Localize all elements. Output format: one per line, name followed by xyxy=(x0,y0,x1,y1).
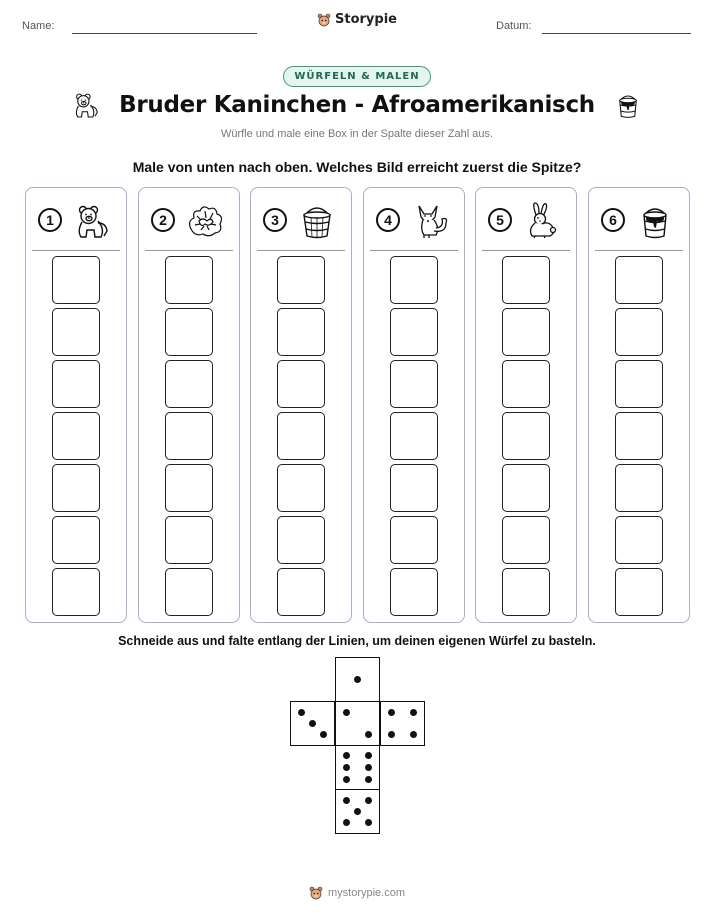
coloring-box[interactable] xyxy=(165,568,213,616)
coloring-box[interactable] xyxy=(615,568,663,616)
date-label: Datum: xyxy=(496,20,532,32)
page-title: Bruder Kaninchen - Afroamerikanisch xyxy=(119,92,595,118)
column-number: 4 xyxy=(376,208,400,232)
coloring-box[interactable] xyxy=(277,464,325,512)
coloring-box[interactable] xyxy=(615,256,663,304)
die-face-4[interactable] xyxy=(380,701,425,746)
coloring-box[interactable] xyxy=(390,256,438,304)
activity-badge: WÜRFELN & MALEN xyxy=(283,66,430,87)
bucket-icon xyxy=(297,201,337,241)
column-divider xyxy=(595,250,683,251)
tar-bucket-icon xyxy=(635,201,675,241)
column-number: 3 xyxy=(263,208,287,232)
mascot-icon xyxy=(317,13,331,27)
name-line[interactable] xyxy=(72,33,257,34)
coloring-box[interactable] xyxy=(165,516,213,564)
column-header xyxy=(589,188,689,250)
bear-icon xyxy=(71,90,101,120)
coloring-box[interactable] xyxy=(390,412,438,460)
footer xyxy=(0,886,714,900)
column-header xyxy=(251,188,351,250)
rabbit-icon xyxy=(522,201,562,241)
column-3 xyxy=(250,187,352,623)
column-number: 6 xyxy=(601,208,625,232)
coloring-box[interactable] xyxy=(52,516,100,564)
coloring-box[interactable] xyxy=(390,568,438,616)
coloring-box[interactable] xyxy=(165,256,213,304)
column-number: 1 xyxy=(38,208,62,232)
coloring-box[interactable] xyxy=(502,360,550,408)
column-6 xyxy=(588,187,690,623)
game-instruction: Male von unten nach oben. Welches Bild erreicht zuerst die Spitze? xyxy=(132,159,582,175)
die-face-3[interactable] xyxy=(290,701,335,746)
die-face-2[interactable] xyxy=(335,701,380,746)
coloring-box[interactable] xyxy=(502,516,550,564)
coloring-box[interactable] xyxy=(390,360,438,408)
coloring-box[interactable] xyxy=(390,464,438,512)
column-divider xyxy=(32,250,120,251)
column-divider xyxy=(257,250,345,251)
coloring-box[interactable] xyxy=(52,256,100,304)
column-1 xyxy=(25,187,127,623)
coloring-box[interactable] xyxy=(277,516,325,564)
page-subtitle: Würfle und male eine Box in der Spalte dieser Zahl aus. xyxy=(220,128,494,140)
coloring-box[interactable] xyxy=(52,360,100,408)
column-4 xyxy=(363,187,465,623)
tar-bucket-icon xyxy=(613,90,643,120)
column-divider xyxy=(370,250,458,251)
name-label: Name: xyxy=(22,20,55,32)
column-header xyxy=(476,188,576,250)
coloring-box[interactable] xyxy=(390,308,438,356)
die-face-6[interactable] xyxy=(335,745,380,790)
coloring-box[interactable] xyxy=(277,412,325,460)
coloring-box[interactable] xyxy=(52,308,100,356)
column-number: 5 xyxy=(488,208,512,232)
coloring-box[interactable] xyxy=(390,516,438,564)
date-line[interactable] xyxy=(542,33,691,34)
coloring-box[interactable] xyxy=(52,464,100,512)
coloring-box[interactable] xyxy=(502,412,550,460)
column-divider xyxy=(482,250,570,251)
mascot-icon xyxy=(309,886,323,900)
coloring-box[interactable] xyxy=(277,308,325,356)
coloring-box[interactable] xyxy=(615,360,663,408)
coloring-box[interactable] xyxy=(615,516,663,564)
coloring-box[interactable] xyxy=(277,568,325,616)
die-face-1[interactable] xyxy=(335,657,380,702)
coloring-box[interactable] xyxy=(165,464,213,512)
coloring-box[interactable] xyxy=(502,308,550,356)
bush-icon xyxy=(185,201,225,241)
coloring-box[interactable] xyxy=(277,256,325,304)
coloring-box[interactable] xyxy=(502,568,550,616)
column-header xyxy=(139,188,239,250)
coloring-box[interactable] xyxy=(165,308,213,356)
bear-icon xyxy=(72,201,112,241)
cut-instruction: Schneide aus und falte entlang der Linien, um deinen eigenen Würfel zu basteln. xyxy=(118,634,596,648)
coloring-box[interactable] xyxy=(52,412,100,460)
column-2 xyxy=(138,187,240,623)
column-5 xyxy=(475,187,577,623)
coloring-box[interactable] xyxy=(277,360,325,408)
footer-url: mystorypie.com xyxy=(327,887,406,899)
brand-name: Storypie xyxy=(335,12,397,27)
coloring-box[interactable] xyxy=(52,568,100,616)
coloring-box[interactable] xyxy=(502,256,550,304)
coloring-box[interactable] xyxy=(165,412,213,460)
coloring-box[interactable] xyxy=(615,308,663,356)
column-number: 2 xyxy=(151,208,175,232)
die-face-5[interactable] xyxy=(335,789,380,834)
column-header xyxy=(26,188,126,250)
coloring-box[interactable] xyxy=(615,412,663,460)
coloring-box[interactable] xyxy=(165,360,213,408)
coloring-box[interactable] xyxy=(615,464,663,512)
coloring-box[interactable] xyxy=(502,464,550,512)
brand-logo xyxy=(0,12,714,27)
column-divider xyxy=(145,250,233,251)
column-header xyxy=(364,188,464,250)
fox-icon xyxy=(410,201,450,241)
